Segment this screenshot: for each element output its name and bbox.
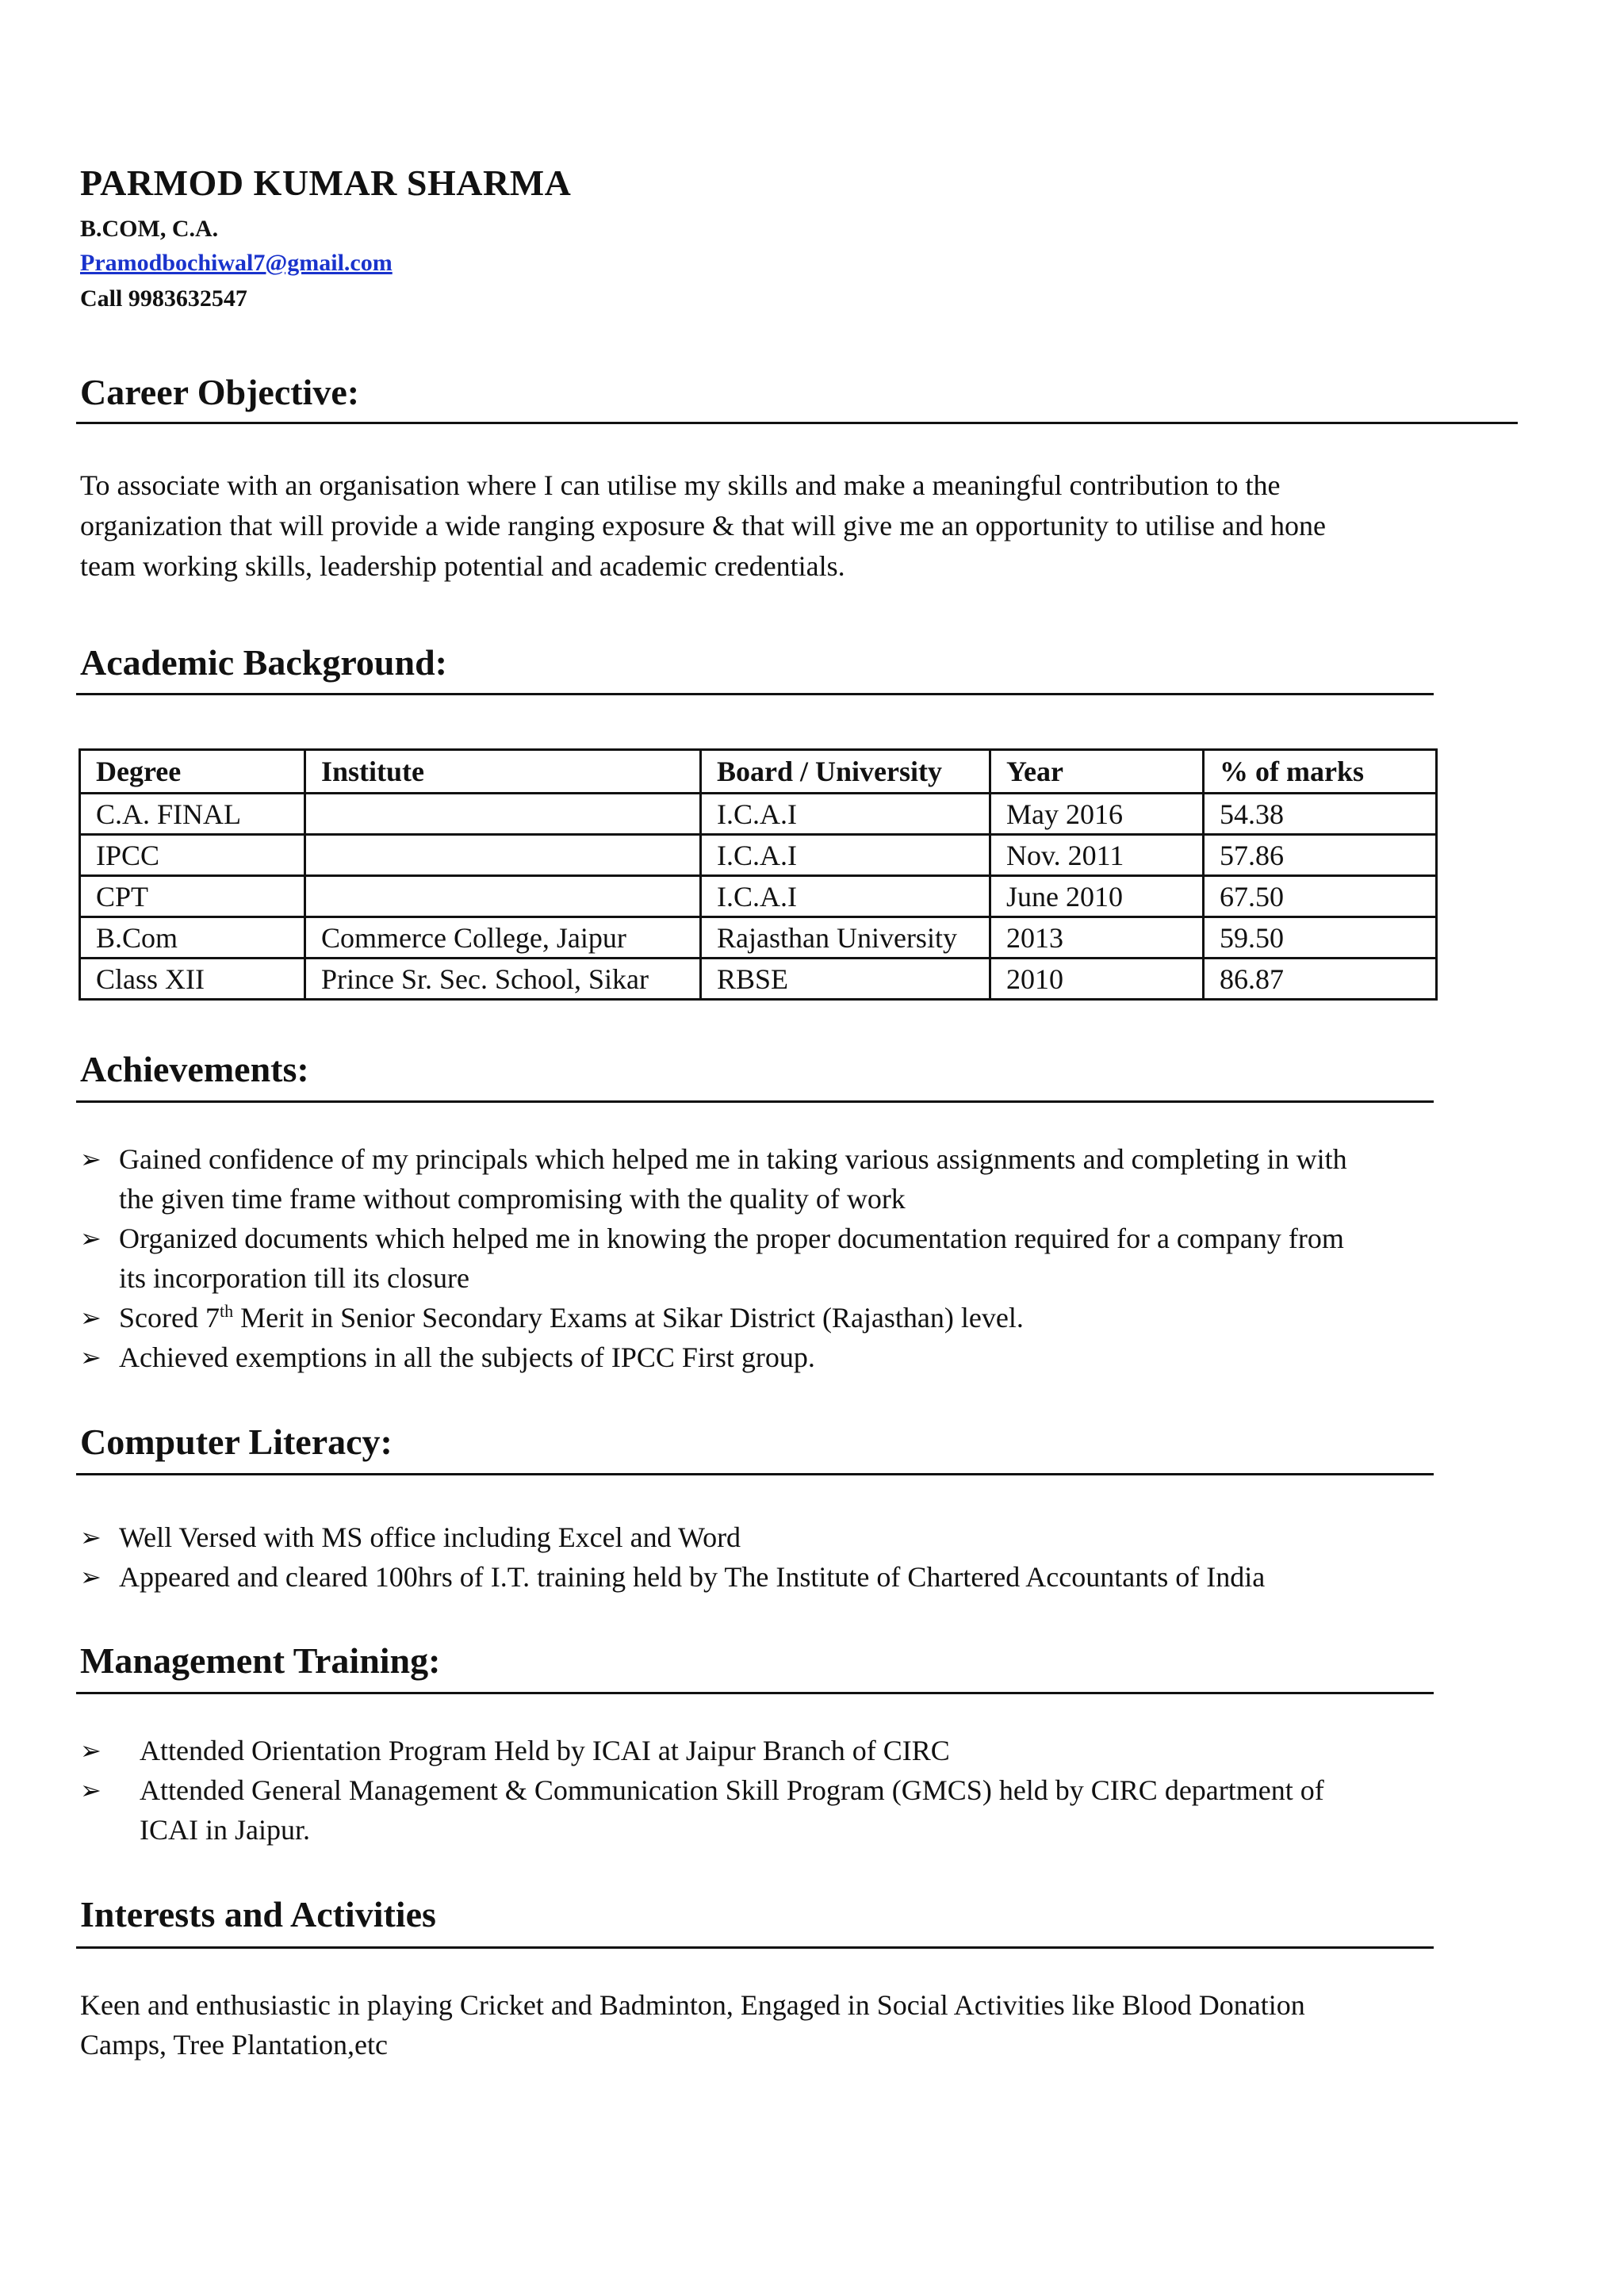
arrow-bullet-icon: ➢ bbox=[80, 1562, 102, 1592]
cell-board: Rajasthan University bbox=[701, 917, 990, 959]
arrow-bullet-icon: ➢ bbox=[80, 1522, 102, 1552]
cell-marks: 86.87 bbox=[1204, 959, 1437, 1000]
list-item bbox=[80, 1517, 1265, 1557]
cell-year: May 2016 bbox=[990, 794, 1204, 835]
arrow-bullet-icon: ➢ bbox=[80, 1735, 102, 1766]
cell-board: RBSE bbox=[701, 959, 990, 1000]
management-training-list bbox=[80, 1731, 1324, 1850]
cell-marks: 57.86 bbox=[1204, 835, 1437, 876]
career-objective-line: organization that will provide a wide ranging exposure & that will give me an opportunity to utilise and hone bbox=[80, 510, 1326, 541]
cell-board: I.C.A.I bbox=[701, 794, 990, 835]
table-row bbox=[80, 835, 1437, 876]
cell-institute: Prince Sr. Sec. School, Sikar bbox=[305, 959, 701, 1000]
computer-literacy-line: Well Versed with MS office including Excel and Word bbox=[119, 1521, 741, 1553]
column-header-year: Year bbox=[990, 750, 1204, 794]
list-item bbox=[80, 1557, 1265, 1597]
academic-background-rule bbox=[76, 693, 1434, 695]
table-row bbox=[80, 876, 1437, 917]
list-item bbox=[80, 1298, 1347, 1337]
interests-text bbox=[80, 1985, 1305, 2064]
qualification: B.COM, C.A. bbox=[80, 216, 219, 242]
achievement-line: its incorporation till its closure bbox=[119, 1262, 469, 1294]
achievement-line: the given time frame without compromising with the quality of work bbox=[119, 1183, 906, 1215]
cell-board: I.C.A.I bbox=[701, 876, 990, 917]
computer-literacy-heading: Computer Literacy: bbox=[80, 1422, 393, 1462]
arrow-bullet-icon: ➢ bbox=[80, 1223, 102, 1253]
cell-degree: IPCC bbox=[80, 835, 305, 876]
achievements-list bbox=[80, 1139, 1347, 1377]
interests-heading: Interests and Activities bbox=[80, 1894, 436, 1934]
email-link[interactable]: Pramodbochiwal7@gmail.com bbox=[80, 250, 393, 276]
cell-year: 2013 bbox=[990, 917, 1204, 959]
cell-institute: Commerce College, Jaipur bbox=[305, 917, 701, 959]
list-item bbox=[80, 1219, 1347, 1298]
cell-marks: 59.50 bbox=[1204, 917, 1437, 959]
cell-board: I.C.A.I bbox=[701, 835, 990, 876]
cell-institute bbox=[305, 876, 701, 917]
list-item bbox=[80, 1337, 1347, 1377]
career-objective-text bbox=[80, 465, 1326, 587]
arrow-bullet-icon: ➢ bbox=[80, 1342, 102, 1372]
column-header-degree: Degree bbox=[80, 750, 305, 794]
table-row bbox=[80, 917, 1437, 959]
cell-year: Nov. 2011 bbox=[990, 835, 1204, 876]
arrow-bullet-icon: ➢ bbox=[80, 1144, 102, 1174]
candidate-name: PARMOD KUMAR SHARMA bbox=[80, 163, 572, 203]
list-item bbox=[80, 1770, 1324, 1850]
table-row bbox=[80, 794, 1437, 835]
list-item bbox=[80, 1139, 1347, 1219]
career-objective-line: To associate with an organisation where I can utilise my skills and make a meaningful contribution to the bbox=[80, 469, 1281, 501]
arrow-bullet-icon: ➢ bbox=[80, 1303, 102, 1333]
achievement-line: Organized documents which helped me in knowing the proper documentation required for a company from bbox=[119, 1223, 1344, 1254]
academic-background-heading: Academic Background: bbox=[80, 642, 447, 683]
management-training-line: Attended General Management & Communication Skill Program (GMCS) held by CIRC department of bbox=[140, 1774, 1324, 1806]
achievement-text-after: Merit in Senior Secondary Exams at Sikar District (Rajasthan) level. bbox=[233, 1302, 1024, 1334]
cell-year: June 2010 bbox=[990, 876, 1204, 917]
list-item bbox=[80, 1731, 1324, 1770]
interests-line: Camps, Tree Plantation,etc bbox=[80, 2029, 388, 2061]
management-training-line: Attended Orientation Program Held by ICAI at Jaipur Branch of CIRC bbox=[140, 1735, 950, 1766]
achievement-line bbox=[119, 1298, 1347, 1337]
cell-institute bbox=[305, 794, 701, 835]
management-training-line: ICAI in Jaipur. bbox=[140, 1814, 310, 1846]
management-training-heading: Management Training: bbox=[80, 1640, 441, 1681]
achievements-heading: Achievements: bbox=[80, 1049, 309, 1089]
achievement-text-before: Scored 7 bbox=[119, 1302, 220, 1334]
cell-degree: CPT bbox=[80, 876, 305, 917]
cell-degree: B.Com bbox=[80, 917, 305, 959]
achievements-rule bbox=[76, 1100, 1434, 1103]
arrow-bullet-icon: ➢ bbox=[80, 1775, 102, 1805]
cell-year: 2010 bbox=[990, 959, 1204, 1000]
academic-table bbox=[79, 748, 1438, 1001]
achievement-line: Gained confidence of my principals which helped me in taking various assignments and completing in with bbox=[119, 1143, 1347, 1175]
achievement-line: Achieved exemptions in all the subjects of IPCC First group. bbox=[119, 1341, 815, 1373]
computer-literacy-line: Appeared and cleared 100hrs of I.T. training held by The Institute of Chartered Accountants of India bbox=[119, 1561, 1266, 1593]
column-header-board: Board / University bbox=[701, 750, 990, 794]
cell-degree: C.A. FINAL bbox=[80, 794, 305, 835]
interests-line: Keen and enthusiastic in playing Cricket and Badminton, Engaged in Social Activities like Blood Donation bbox=[80, 1989, 1305, 2021]
career-objective-line: team working skills, leadership potential and academic credentials. bbox=[80, 550, 845, 582]
computer-literacy-list bbox=[80, 1517, 1265, 1597]
cell-marks: 54.38 bbox=[1204, 794, 1437, 835]
cell-marks: 67.50 bbox=[1204, 876, 1437, 917]
phone-number: Call 9983632547 bbox=[80, 285, 247, 312]
ordinal-suffix: th bbox=[219, 1301, 234, 1321]
column-header-institute: Institute bbox=[305, 750, 701, 794]
cell-degree: Class XII bbox=[80, 959, 305, 1000]
column-header-marks: % of marks bbox=[1204, 750, 1437, 794]
management-training-rule bbox=[76, 1692, 1434, 1694]
table-row bbox=[80, 959, 1437, 1000]
table-header-row bbox=[80, 750, 1437, 794]
computer-literacy-rule bbox=[76, 1473, 1434, 1475]
career-objective-rule bbox=[76, 422, 1518, 424]
cell-institute bbox=[305, 835, 701, 876]
career-objective-heading: Career Objective: bbox=[80, 372, 360, 412]
interests-rule bbox=[76, 1946, 1434, 1949]
